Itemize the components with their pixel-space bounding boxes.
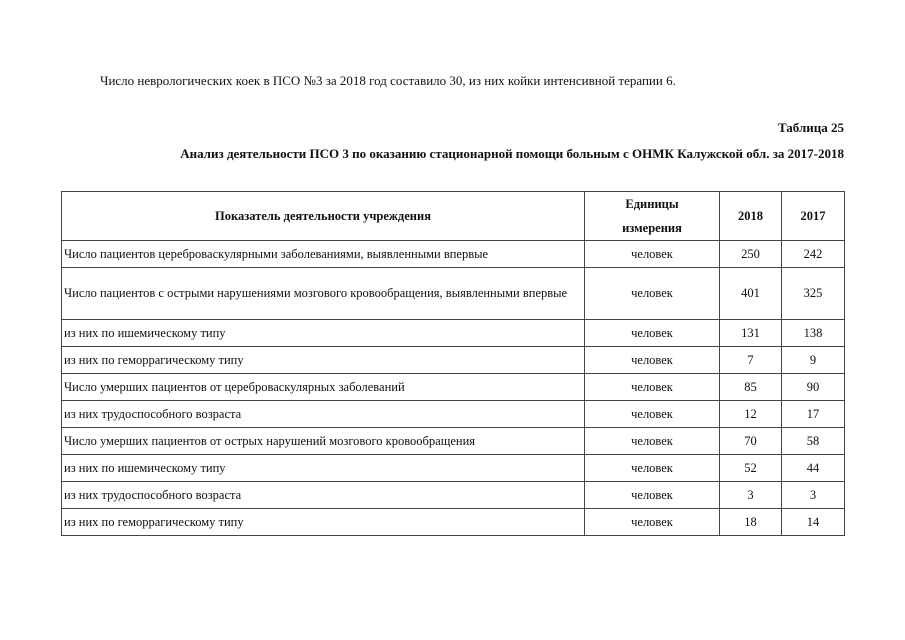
indicator-cell: из них по геморрагическому типу bbox=[62, 509, 585, 536]
indicator-cell: Число пациентов цереброваскулярными заболеваниями, выявленными впервые bbox=[62, 241, 585, 268]
value-2018-cell: 250 bbox=[720, 241, 782, 268]
unit-cell: человек bbox=[585, 241, 720, 268]
table-row bbox=[62, 428, 845, 455]
value-2017-cell: 9 bbox=[782, 347, 845, 374]
unit-cell: человек bbox=[585, 482, 720, 509]
unit-cell: человек bbox=[585, 347, 720, 374]
value-2018-cell: 18 bbox=[720, 509, 782, 536]
table-row bbox=[62, 241, 845, 268]
header-unit bbox=[585, 192, 720, 241]
table-row bbox=[62, 401, 845, 428]
indicator-cell: из них трудоспособного возраста bbox=[62, 401, 585, 428]
header-year-2017: 2017 bbox=[782, 192, 845, 241]
table-row bbox=[62, 482, 845, 509]
header-indicator: Показатель деятельности учреждения bbox=[62, 192, 585, 241]
table-row bbox=[62, 374, 845, 401]
value-2018-cell: 52 bbox=[720, 455, 782, 482]
unit-cell: человек bbox=[585, 374, 720, 401]
unit-cell: человек bbox=[585, 320, 720, 347]
value-2017-cell: 90 bbox=[782, 374, 845, 401]
value-2018-cell: 3 bbox=[720, 482, 782, 509]
intro-paragraph: Число неврологических коек в ПСО №3 за 2018 год составило 30, из них койки интенсивной терапии 6. bbox=[100, 73, 676, 88]
value-2017-cell: 58 bbox=[782, 428, 845, 455]
value-2017-cell: 44 bbox=[782, 455, 845, 482]
header-year-2018: 2018 bbox=[720, 192, 782, 241]
table-row bbox=[62, 347, 845, 374]
indicator-cell: Число пациентов с острыми нарушениями мозгового кровообращения, выявленными впервые bbox=[62, 268, 585, 320]
table-number: Таблица 25 bbox=[777, 120, 844, 135]
value-2018-cell: 70 bbox=[720, 428, 782, 455]
value-2018-cell: 85 bbox=[720, 374, 782, 401]
value-2018-cell: 401 bbox=[720, 268, 782, 320]
table-row bbox=[62, 455, 845, 482]
value-2017-cell: 325 bbox=[782, 268, 845, 320]
table-header-row bbox=[62, 192, 845, 241]
table-row bbox=[62, 320, 845, 347]
table-row bbox=[62, 509, 845, 536]
indicator-cell: Число умерших пациентов от цереброваскулярных заболеваний bbox=[62, 374, 585, 401]
indicator-cell: Число умерших пациентов от острых нарушений мозгового кровообращения bbox=[62, 428, 585, 455]
unit-cell: человек bbox=[585, 428, 720, 455]
value-2017-cell: 138 bbox=[782, 320, 845, 347]
unit-cell: человек bbox=[585, 509, 720, 536]
value-2017-cell: 14 bbox=[782, 509, 845, 536]
indicator-cell: из них по ишемическому типу bbox=[62, 320, 585, 347]
value-2017-cell: 3 bbox=[782, 482, 845, 509]
value-2018-cell: 131 bbox=[720, 320, 782, 347]
table-title: Анализ деятельности ПСО 3 по оказанию стационарной помощи больным с ОНМК Калужской обл. за 2017-2018 bbox=[180, 146, 844, 161]
value-2018-cell: 12 bbox=[720, 401, 782, 428]
statistics-table bbox=[61, 191, 845, 536]
unit-cell: человек bbox=[585, 268, 720, 320]
table-row bbox=[62, 268, 845, 320]
indicator-cell: из них по геморрагическому типу bbox=[62, 347, 585, 374]
unit-cell: человек bbox=[585, 455, 720, 482]
value-2017-cell: 17 bbox=[782, 401, 845, 428]
header-unit-line1: Единицы bbox=[625, 197, 679, 211]
indicator-cell: из них трудоспособного возраста bbox=[62, 482, 585, 509]
indicator-cell: из них по ишемическому типу bbox=[62, 455, 585, 482]
value-2017-cell: 242 bbox=[782, 241, 845, 268]
unit-cell: человек bbox=[585, 401, 720, 428]
header-unit-line2: измерения bbox=[622, 221, 682, 235]
value-2018-cell: 7 bbox=[720, 347, 782, 374]
